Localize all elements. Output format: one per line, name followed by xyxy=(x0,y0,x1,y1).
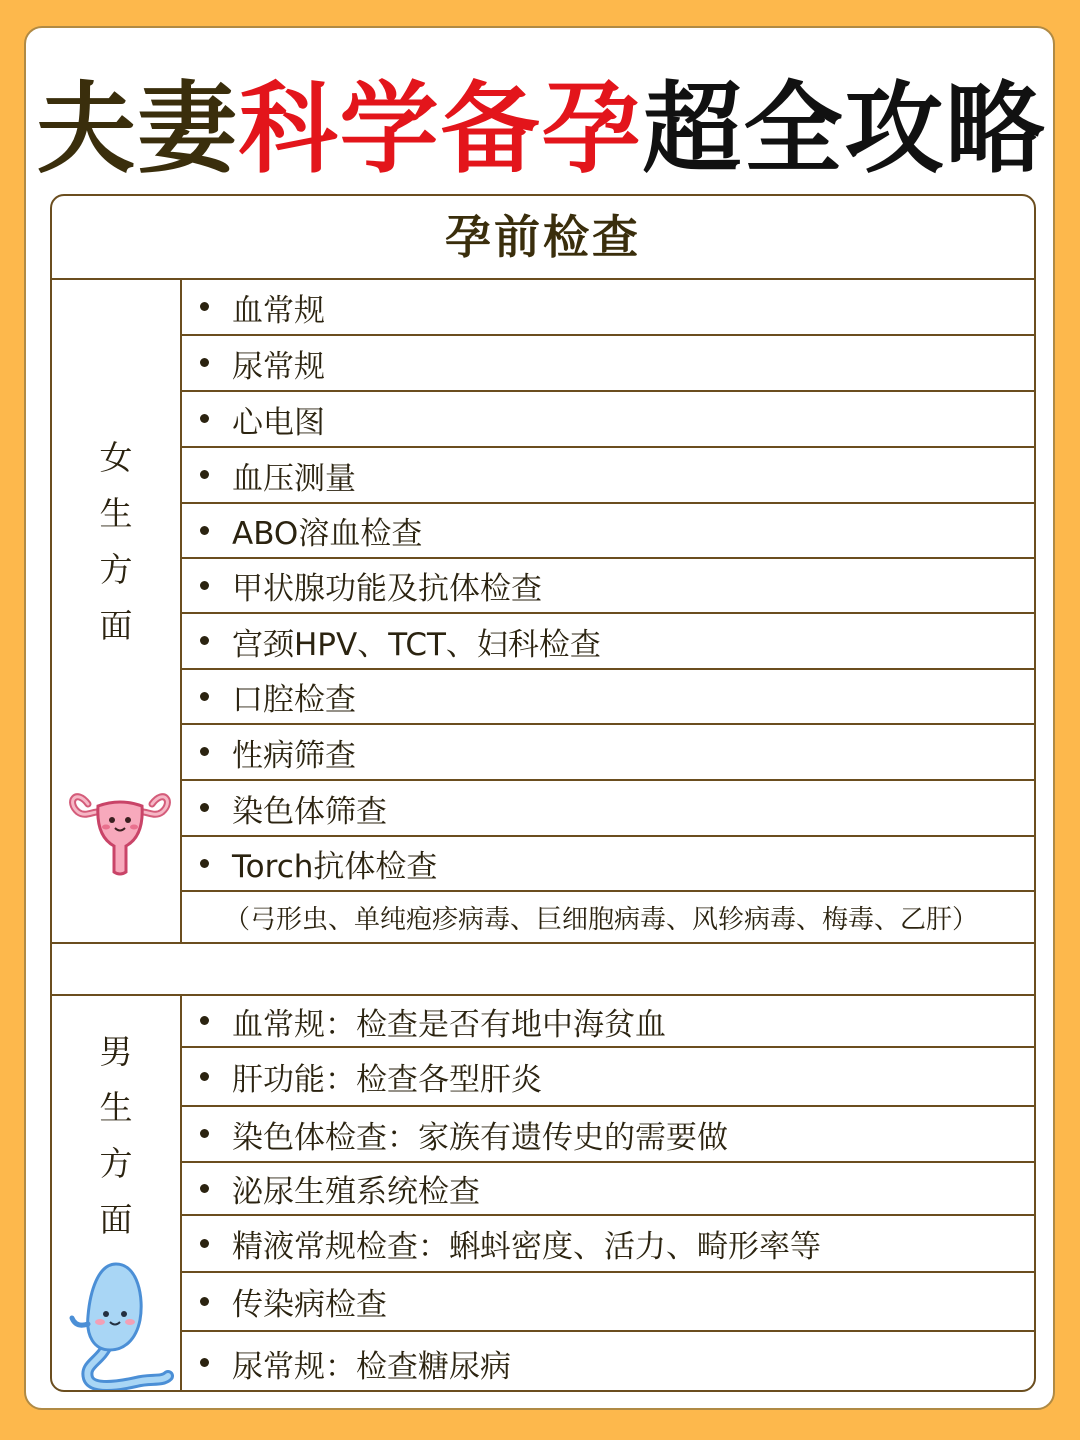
item-text: 泌尿生殖系统检查 xyxy=(232,1174,480,1210)
bullet-icon xyxy=(200,1072,209,1081)
item-text: 血常规：检查是否有地中海贫血 xyxy=(232,1006,666,1043)
list-item xyxy=(182,1107,1034,1163)
list-item xyxy=(182,996,1034,1048)
female-label-text xyxy=(52,430,180,654)
female-items xyxy=(182,280,1034,942)
bullet-icon xyxy=(200,1358,209,1367)
bullet-icon xyxy=(200,747,209,756)
bullet-icon xyxy=(200,302,209,311)
list-item xyxy=(182,781,1034,837)
list-item xyxy=(182,837,1034,892)
item-text: 血常规 xyxy=(232,292,325,329)
list-item xyxy=(182,1273,1034,1332)
item-text: ABO溶血检查 xyxy=(232,516,423,552)
female-label-char: 生 xyxy=(99,494,133,533)
female-label-char: 面 xyxy=(99,606,133,645)
checklist-table xyxy=(50,194,1036,1392)
title-part-1: 夫妻 xyxy=(36,72,239,187)
bullet-icon xyxy=(200,692,209,701)
male-items xyxy=(182,996,1034,1392)
bullet-icon xyxy=(200,526,209,535)
section-divider xyxy=(52,942,1034,996)
item-text: 尿常规 xyxy=(232,348,325,385)
title-part-3: 超全攻略 xyxy=(642,72,1047,187)
bullet-icon xyxy=(200,1016,209,1025)
list-item xyxy=(182,725,1034,781)
list-item xyxy=(182,1216,1034,1273)
male-label-char: 男 xyxy=(99,1032,133,1071)
list-item xyxy=(182,1163,1034,1216)
male-label-char: 生 xyxy=(99,1088,133,1127)
list-item xyxy=(182,392,1034,448)
item-text: 传染病检查 xyxy=(232,1287,387,1323)
item-text: 肝功能：检查各型肝炎 xyxy=(232,1062,542,1098)
bullet-icon xyxy=(200,414,209,423)
item-text: Torch抗体检查 xyxy=(232,849,438,885)
item-text: 血压测量 xyxy=(232,460,356,497)
bullet-icon xyxy=(200,358,209,367)
sperm-icon xyxy=(64,1258,176,1392)
page-title xyxy=(26,70,1055,190)
item-text: 口腔检查 xyxy=(232,682,356,718)
table-header: 孕前检查 xyxy=(52,196,1034,280)
female-label-char: 方 xyxy=(99,550,133,589)
list-item xyxy=(182,614,1034,670)
poster-card xyxy=(24,26,1055,1410)
bullet-icon xyxy=(200,470,209,479)
note-text: （弓形虫、单纯疱疹病毒、巨细胞病毒、风轸病毒、梅毒、乙肝） xyxy=(224,904,979,935)
male-label-char: 方 xyxy=(99,1144,133,1183)
bullet-icon xyxy=(200,803,209,812)
item-text: 性病筛查 xyxy=(232,737,356,774)
list-item xyxy=(182,1332,1034,1392)
male-section-label xyxy=(52,996,182,1392)
bullet-icon xyxy=(200,1239,209,1248)
item-text: 宫颈HPV、TCT、妇科检查 xyxy=(232,626,601,663)
male-label-char: 面 xyxy=(99,1200,133,1239)
list-item xyxy=(182,559,1034,614)
male-label-text xyxy=(52,1024,180,1248)
list-item xyxy=(182,1048,1034,1107)
female-section-label xyxy=(52,280,182,942)
list-item xyxy=(182,336,1034,392)
title-part-2: 科学备孕 xyxy=(238,72,643,187)
bullet-icon xyxy=(200,859,209,868)
item-text: 精液常规检查：蝌蚪密度、活力、畸形率等 xyxy=(232,1229,821,1265)
uterus-icon xyxy=(68,776,172,878)
bullet-icon xyxy=(200,636,209,645)
item-text: 染色体筛查 xyxy=(232,793,387,830)
item-text: 染色体检查：家族有遗传史的需要做 xyxy=(232,1119,728,1156)
bullet-icon xyxy=(200,1129,209,1138)
list-item xyxy=(182,670,1034,725)
torch-note xyxy=(182,892,1034,942)
bullet-icon xyxy=(200,1297,209,1306)
item-text: 心电图 xyxy=(232,404,325,441)
list-item xyxy=(182,280,1034,336)
list-item xyxy=(182,504,1034,559)
item-text: 尿常规：检查糖尿病 xyxy=(232,1348,511,1385)
bullet-icon xyxy=(200,581,209,590)
list-item xyxy=(182,448,1034,504)
item-text: 甲状腺功能及抗体检查 xyxy=(232,571,542,607)
bullet-icon xyxy=(200,1184,209,1193)
female-label-char: 女 xyxy=(99,438,133,477)
